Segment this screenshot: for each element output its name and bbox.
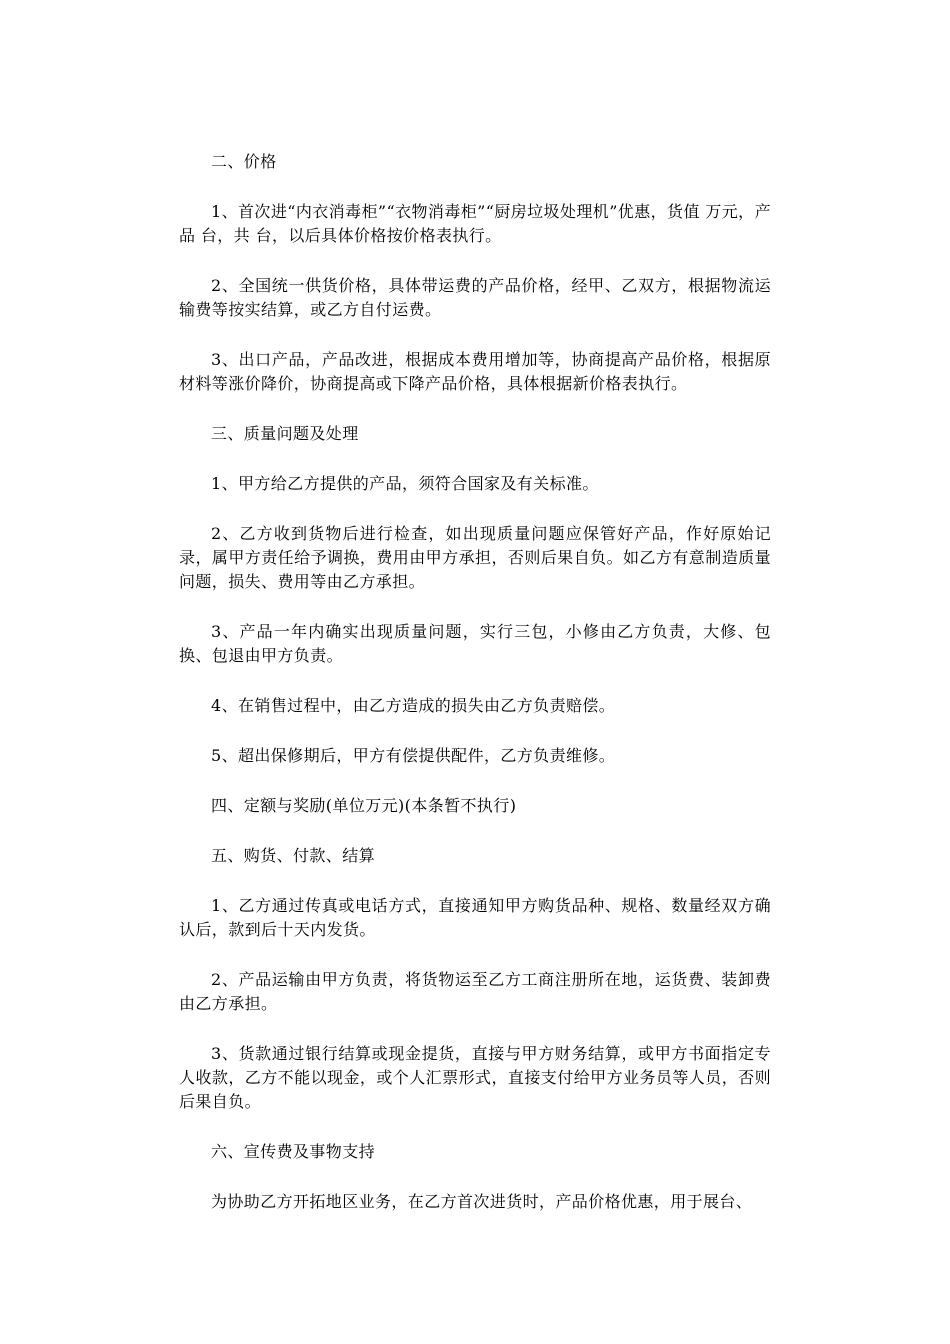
quality-clause-3: 3、产品一年内确实出现质量问题，实行三包，小修由乙方负责，大修、包换、包退由甲方负责。 (179, 622, 771, 665)
purchase-clause-1: 1、乙方通过传真或电话方式，直接通知甲方购货品种、规格、数量经双方确认后，款到后十天内发货。 (179, 896, 771, 939)
document-page (179, 150, 771, 1240)
section-heading-price: 二、价格 (211, 152, 277, 171)
price-clause-3: 3、出口产品，产品改进，根据成本费用增加等，协商提高产品价格，根据原材料等涨价降价，协商提高或下降产品价格，具体根据新价格表执行。 (179, 350, 771, 393)
price-clause-1: 1、首次进“内衣消毒柜”“衣物消毒柜”“厨房垃圾处理机”优惠，货值 万元，产品 台，共 台，以后具体价格按价格表执行。 (179, 202, 771, 245)
quality-clause-5: 5、超出保修期后，甲方有偿提供配件，乙方负责维修。 (211, 746, 616, 765)
section-heading-promotion: 六、宣传费及事物支持 (211, 1142, 376, 1161)
quality-clause-4: 4、在销售过程中，由乙方造成的损失由乙方负责赔偿。 (211, 696, 616, 715)
quality-clause-2: 2、乙方收到货物后进行检查，如出现质量问题应保管好产品，作好原始记录，属甲方责任给予调换，费用由甲方承担，否则后果自负。如乙方有意制造质量问题，损失、费用等由乙方承担。 (179, 524, 771, 591)
section-heading-quality: 三、质量问题及处理 (211, 424, 359, 443)
purchase-clause-2: 2、产品运输由甲方负责，将货物运至乙方工商注册所在地，运货费、装卸费由乙方承担。 (179, 970, 771, 1013)
promotion-clause-1: 为协助乙方开拓地区业务，在乙方首次进货时，产品价格优惠，用于展台、 (211, 1192, 753, 1211)
section-heading-quota: 四、定额与奖励(单位万元)(本条暂不执行) (211, 796, 517, 815)
section-heading-purchase: 五、购货、付款、结算 (211, 846, 376, 865)
price-clause-2: 2、全国统一供货价格，具体带运费的产品价格，经甲、乙双方，根据物流运输费等按实结算，或乙方自付运费。 (179, 276, 771, 319)
purchase-clause-3: 3、货款通过银行结算或现金提货，直接与甲方财务结算，或甲方书面指定专人收款，乙方不能以现金，或个人汇票形式，直接支付给甲方业务员等人员，否则后果自负。 (179, 1044, 771, 1111)
quality-clause-1: 1、甲方给乙方提供的产品，须符合国家及有关标准。 (211, 474, 599, 493)
